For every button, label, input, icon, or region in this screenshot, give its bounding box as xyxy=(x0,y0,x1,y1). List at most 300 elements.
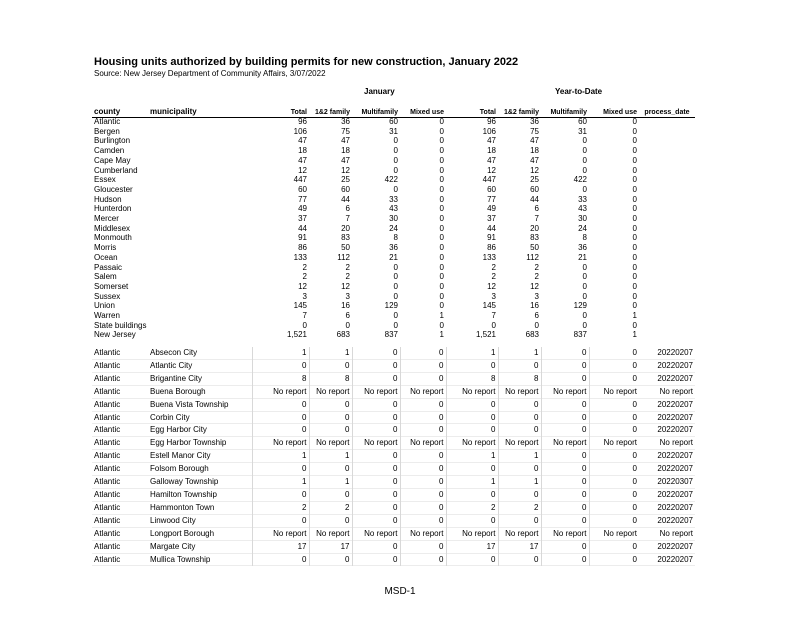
value-cell: 0 xyxy=(541,540,589,553)
col-ytd-mixed: Mixed use xyxy=(603,109,637,116)
value-cell: 0 xyxy=(439,175,444,185)
value-cell: 0 xyxy=(400,398,446,411)
value-cell: 0 xyxy=(439,272,444,282)
value-cell: 0 xyxy=(400,553,446,566)
value-cell: 0 xyxy=(400,488,446,501)
value-cell: 1 xyxy=(309,347,352,359)
value-cell: 0 xyxy=(498,359,541,372)
county-name-cell: State buildings xyxy=(94,320,147,330)
value-cell: 2 xyxy=(534,272,539,282)
col-process-date: process_date xyxy=(644,109,690,116)
value-cell: 0 xyxy=(589,450,639,463)
value-cell: No report xyxy=(352,385,400,398)
value-cell: 0 xyxy=(439,233,444,243)
county-cell: Atlantic xyxy=(94,554,121,564)
value-cell: 30 xyxy=(578,214,587,224)
value-cell: 21 xyxy=(578,252,587,262)
value-cell: No report xyxy=(541,385,589,398)
value-cell: 0 xyxy=(252,359,309,372)
county-row xyxy=(92,136,639,146)
value-cell: 0 xyxy=(439,301,444,311)
value-cell: 0 xyxy=(446,359,498,372)
process-date-cell: No report xyxy=(659,438,693,448)
value-cell: 0 xyxy=(400,372,446,385)
value-cell: 24 xyxy=(578,223,587,233)
value-cell: 0 xyxy=(352,411,400,424)
value-cell: 0 xyxy=(632,155,637,165)
value-cell: 44 xyxy=(487,223,496,233)
value-cell: 8 xyxy=(498,372,541,385)
value-cell: 0 xyxy=(446,463,498,476)
value-cell: 0 xyxy=(541,476,589,489)
process-date-cell: 20220207 xyxy=(657,489,693,499)
value-cell: 422 xyxy=(573,175,587,185)
municipality-row xyxy=(92,411,695,424)
value-cell: 0 xyxy=(632,320,637,330)
value-cell: 25 xyxy=(530,175,539,185)
value-cell: 0 xyxy=(400,359,446,372)
value-cell: No report xyxy=(352,527,400,540)
value-cell: 129 xyxy=(384,301,398,311)
value-cell: 91 xyxy=(298,233,307,243)
value-cell: 0 xyxy=(439,291,444,301)
value-cell: 0 xyxy=(589,553,639,566)
value-cell: 30 xyxy=(389,214,398,224)
value-cell: 0 xyxy=(439,165,444,175)
value-cell: No report xyxy=(400,527,446,540)
value-cell: 1 xyxy=(446,450,498,463)
county-name-cell: Camden xyxy=(94,146,125,156)
process-date-cell: 20220207 xyxy=(657,541,693,551)
value-cell: 0 xyxy=(632,223,637,233)
value-cell: 83 xyxy=(530,233,539,243)
value-cell: 0 xyxy=(582,155,587,165)
value-cell: 8 xyxy=(582,233,587,243)
value-cell: 44 xyxy=(341,194,350,204)
value-cell: 43 xyxy=(389,204,398,214)
value-cell: 0 xyxy=(439,194,444,204)
process-date-cell: 20220207 xyxy=(657,425,693,435)
value-cell: No report xyxy=(352,437,400,450)
value-cell: 0 xyxy=(400,514,446,527)
value-cell: 0 xyxy=(541,553,589,566)
value-cell: 0 xyxy=(589,372,639,385)
value-cell: 86 xyxy=(487,243,496,253)
value-cell: 12 xyxy=(298,281,307,291)
value-cell: 44 xyxy=(530,194,539,204)
municipality-cell: Egg Harbor City xyxy=(150,425,207,435)
value-cell: 0 xyxy=(393,136,398,146)
value-cell: 86 xyxy=(298,243,307,253)
value-cell: 6 xyxy=(534,311,539,321)
municipality-cell: Absecon City xyxy=(150,348,198,357)
process-date-cell: 20220207 xyxy=(657,412,693,422)
value-cell: 837 xyxy=(384,330,398,340)
value-cell: 0 xyxy=(439,146,444,156)
value-cell: 1,521 xyxy=(475,330,496,340)
value-cell: 0 xyxy=(439,117,444,126)
value-cell: 20 xyxy=(530,223,539,233)
county-cell: Atlantic xyxy=(94,373,121,383)
value-cell: 0 xyxy=(446,553,498,566)
value-cell: 0 xyxy=(252,553,309,566)
value-cell: 0 xyxy=(393,291,398,301)
value-cell: 50 xyxy=(530,243,539,253)
value-cell: No report xyxy=(446,437,498,450)
value-cell: 0 xyxy=(632,291,637,301)
county-name-cell: New Jersey xyxy=(94,330,136,340)
value-cell: 0 xyxy=(309,424,352,437)
value-cell: 6 xyxy=(345,311,350,321)
municipality-cell: Longport Borough xyxy=(150,528,215,538)
value-cell: 133 xyxy=(293,252,307,262)
value-cell: 0 xyxy=(393,311,398,321)
municipality-cell: Brigantine City xyxy=(150,373,203,383)
value-cell: 7 xyxy=(302,311,307,321)
county-name-cell: Hudson xyxy=(94,194,122,204)
process-date-cell: 20220207 xyxy=(657,515,693,525)
county-name-cell: Sussex xyxy=(94,291,121,301)
value-cell: 447 xyxy=(482,175,496,185)
value-cell: 0 xyxy=(541,359,589,372)
value-cell: 0 xyxy=(582,311,587,321)
county-row xyxy=(92,146,639,156)
value-cell: 0 xyxy=(309,411,352,424)
value-cell: 0 xyxy=(400,501,446,514)
county-summary-table xyxy=(92,117,639,340)
value-cell: 0 xyxy=(446,424,498,437)
county-cell: Atlantic xyxy=(94,399,121,409)
value-cell: 2 xyxy=(309,501,352,514)
value-cell: 145 xyxy=(293,301,307,311)
value-cell: 145 xyxy=(482,301,496,311)
municipality-cell: Buena Vista Township xyxy=(150,399,229,409)
value-cell: 16 xyxy=(341,301,350,311)
value-cell: 1 xyxy=(309,476,352,489)
value-cell: 1 xyxy=(439,330,444,340)
value-cell: No report xyxy=(252,385,309,398)
municipality-cell: Buena Borough xyxy=(150,386,206,396)
value-cell: 0 xyxy=(632,117,637,126)
value-cell: 1 xyxy=(252,347,309,359)
value-cell: 3 xyxy=(491,291,496,301)
value-cell: 0 xyxy=(632,243,637,253)
value-cell: 0 xyxy=(393,320,398,330)
municipality-cell: Folsom Borough xyxy=(150,464,209,474)
value-cell: 0 xyxy=(393,184,398,194)
county-name-cell: Cape May xyxy=(94,155,131,165)
value-cell: 0 xyxy=(534,320,539,330)
county-name-cell: Monmouth xyxy=(94,233,132,243)
county-row xyxy=(92,233,639,243)
county-name-cell: Burlington xyxy=(94,136,131,146)
county-row xyxy=(92,253,639,263)
value-cell: 2 xyxy=(345,262,350,272)
value-cell: 83 xyxy=(341,233,350,243)
value-cell: 36 xyxy=(389,243,398,253)
col-jan-total: Total xyxy=(290,109,307,116)
value-cell: 0 xyxy=(352,359,400,372)
value-cell: 16 xyxy=(530,301,539,311)
county-row xyxy=(92,204,639,214)
value-cell: 0 xyxy=(393,272,398,282)
value-cell: 77 xyxy=(487,194,496,204)
value-cell: 0 xyxy=(541,424,589,437)
county-row xyxy=(92,301,639,311)
value-cell: 0 xyxy=(589,476,639,489)
value-cell: 0 xyxy=(400,424,446,437)
value-cell: 0 xyxy=(541,501,589,514)
value-cell: 6 xyxy=(345,204,350,214)
value-cell: 18 xyxy=(530,146,539,156)
value-cell: 47 xyxy=(341,155,350,165)
county-name-cell: Hunterdon xyxy=(94,204,132,214)
value-cell: 0 xyxy=(252,514,309,527)
value-cell: 0 xyxy=(439,204,444,214)
county-row xyxy=(92,282,639,292)
value-cell: 0 xyxy=(446,398,498,411)
value-cell: 3 xyxy=(534,291,539,301)
value-cell: 12 xyxy=(530,165,539,175)
value-cell: 8 xyxy=(446,372,498,385)
value-cell: 49 xyxy=(487,204,496,214)
municipality-row xyxy=(92,372,695,385)
value-cell: 18 xyxy=(487,146,496,156)
report-source: Source: New Jersey Department of Community Affairs, 3/07/2022 xyxy=(94,69,326,78)
municipality-row xyxy=(92,450,695,463)
col-municipality: municipality xyxy=(150,107,197,116)
value-cell: 33 xyxy=(578,194,587,204)
value-cell: 0 xyxy=(400,463,446,476)
value-cell: 0 xyxy=(498,553,541,566)
value-cell: No report xyxy=(498,385,541,398)
value-cell: 1 xyxy=(446,347,498,359)
county-cell: Atlantic xyxy=(94,386,121,396)
value-cell: 1 xyxy=(439,311,444,321)
value-cell: 60 xyxy=(487,184,496,194)
value-cell: 0 xyxy=(309,553,352,566)
municipality-cell: Egg Harbor Township xyxy=(150,438,227,448)
county-cell: Atlantic xyxy=(94,438,121,448)
county-row xyxy=(92,117,639,127)
value-cell: 0 xyxy=(439,243,444,253)
county-row xyxy=(92,292,639,302)
value-cell: 75 xyxy=(530,126,539,136)
municipality-cell: Estell Manor City xyxy=(150,451,211,461)
value-cell: 0 xyxy=(309,463,352,476)
value-cell: 1 xyxy=(309,450,352,463)
value-cell: 0 xyxy=(439,184,444,194)
municipality-row xyxy=(92,359,695,372)
value-cell: 36 xyxy=(578,243,587,253)
value-cell: 1 xyxy=(632,311,637,321)
value-cell: No report xyxy=(589,527,639,540)
col-county: county xyxy=(94,107,121,116)
value-cell: 36 xyxy=(530,117,539,126)
value-cell: 0 xyxy=(400,347,446,359)
value-cell: 0 xyxy=(439,262,444,272)
value-cell: 0 xyxy=(582,272,587,282)
value-cell: 0 xyxy=(632,165,637,175)
municipality-row xyxy=(92,385,695,398)
municipality-row xyxy=(92,488,695,501)
value-cell: 47 xyxy=(530,155,539,165)
value-cell: 43 xyxy=(578,204,587,214)
county-cell: Atlantic xyxy=(94,451,121,461)
county-name-cell: Union xyxy=(94,301,115,311)
value-cell: 12 xyxy=(341,281,350,291)
value-cell: 7 xyxy=(345,214,350,224)
county-name-cell: Passaic xyxy=(94,262,123,272)
process-date-cell: 20220207 xyxy=(657,399,693,409)
value-cell: 0 xyxy=(439,214,444,224)
value-cell: 0 xyxy=(352,476,400,489)
value-cell: 0 xyxy=(582,320,587,330)
value-cell: 0 xyxy=(352,488,400,501)
municipality-cell: Atlantic City xyxy=(150,360,193,370)
county-name-cell: Essex xyxy=(94,175,116,185)
value-cell: 0 xyxy=(309,488,352,501)
county-cell: Atlantic xyxy=(94,425,121,435)
value-cell: 0 xyxy=(541,372,589,385)
value-cell: 0 xyxy=(582,136,587,146)
value-cell: 0 xyxy=(632,126,637,136)
value-cell: 0 xyxy=(632,272,637,282)
value-cell: No report xyxy=(498,527,541,540)
value-cell: 2 xyxy=(498,501,541,514)
value-cell: 0 xyxy=(632,214,637,224)
value-cell: 2 xyxy=(252,501,309,514)
county-cell: Atlantic xyxy=(94,515,121,525)
county-name-cell: Bergen xyxy=(94,126,120,136)
value-cell: 837 xyxy=(573,330,587,340)
county-row xyxy=(92,224,639,234)
county-row xyxy=(92,156,639,166)
value-cell: 12 xyxy=(530,281,539,291)
column-header-row xyxy=(92,104,695,118)
process-date-cell: 20220207 xyxy=(657,502,693,512)
value-cell: 33 xyxy=(389,194,398,204)
county-cell: Atlantic xyxy=(94,489,121,499)
value-cell: 112 xyxy=(337,252,350,262)
value-cell: 0 xyxy=(632,281,637,291)
value-cell: 2 xyxy=(534,262,539,272)
value-cell: No report xyxy=(589,437,639,450)
value-cell: 0 xyxy=(302,320,307,330)
value-cell: 47 xyxy=(530,136,539,146)
value-cell: 0 xyxy=(541,514,589,527)
value-cell: No report xyxy=(400,437,446,450)
county-row xyxy=(92,166,639,176)
value-cell: 0 xyxy=(252,488,309,501)
value-cell: 24 xyxy=(389,223,398,233)
county-row xyxy=(92,321,639,331)
value-cell: 0 xyxy=(582,165,587,175)
value-cell: 0 xyxy=(541,450,589,463)
county-row xyxy=(92,195,639,205)
process-date-cell: No report xyxy=(659,386,693,396)
value-cell: No report xyxy=(309,437,352,450)
col-ytd-total: Total xyxy=(479,109,496,116)
value-cell: No report xyxy=(446,385,498,398)
municipality-row xyxy=(92,398,695,411)
municipality-cell: Galloway Township xyxy=(150,477,219,487)
value-cell: 0 xyxy=(439,281,444,291)
value-cell: No report xyxy=(446,527,498,540)
value-cell: 0 xyxy=(589,359,639,372)
value-cell: 0 xyxy=(352,514,400,527)
value-cell: 0 xyxy=(498,514,541,527)
value-cell: 47 xyxy=(298,155,307,165)
value-cell: 17 xyxy=(309,540,352,553)
value-cell: 133 xyxy=(482,252,496,262)
value-cell: No report xyxy=(252,437,309,450)
value-cell: 0 xyxy=(352,450,400,463)
value-cell: 0 xyxy=(491,320,496,330)
value-cell: 0 xyxy=(632,146,637,156)
value-cell: 77 xyxy=(298,194,307,204)
value-cell: 683 xyxy=(525,330,539,340)
value-cell: 422 xyxy=(384,175,398,185)
municipality-row xyxy=(92,347,695,359)
value-cell: No report xyxy=(309,527,352,540)
value-cell: 0 xyxy=(541,398,589,411)
value-cell: 25 xyxy=(341,175,350,185)
value-cell: 0 xyxy=(632,184,637,194)
process-date-cell: 20220207 xyxy=(657,554,693,564)
county-name-cell: Morris xyxy=(94,243,117,253)
process-date-cell: 20220207 xyxy=(657,373,693,383)
value-cell: 0 xyxy=(582,281,587,291)
municipality-row xyxy=(92,437,695,450)
value-cell: 0 xyxy=(352,501,400,514)
value-cell: 0 xyxy=(589,424,639,437)
value-cell: 31 xyxy=(389,126,398,136)
value-cell: 0 xyxy=(632,136,637,146)
value-cell: 112 xyxy=(526,252,539,262)
value-cell: 0 xyxy=(498,424,541,437)
value-cell: No report xyxy=(400,385,446,398)
municipality-cell: Corbin City xyxy=(150,412,190,422)
value-cell: 60 xyxy=(578,117,587,126)
municipality-cell: Hamilton Township xyxy=(150,489,217,499)
county-name-cell: Somerset xyxy=(94,281,129,291)
county-row xyxy=(92,175,639,185)
municipality-row xyxy=(92,463,695,476)
value-cell: 0 xyxy=(632,233,637,243)
value-cell: 12 xyxy=(487,281,496,291)
municipality-cell: Hammonton Town xyxy=(150,502,215,512)
value-cell: 0 xyxy=(439,252,444,262)
value-cell: 0 xyxy=(498,398,541,411)
county-cell: Atlantic xyxy=(94,464,121,474)
value-cell: No report xyxy=(541,527,589,540)
value-cell: 0 xyxy=(632,252,637,262)
value-cell: 31 xyxy=(578,126,587,136)
value-cell: 91 xyxy=(487,233,496,243)
process-date-cell: 20220207 xyxy=(657,360,693,370)
value-cell: No report xyxy=(252,527,309,540)
value-cell: 0 xyxy=(439,126,444,136)
value-cell: 20 xyxy=(341,223,350,233)
value-cell: 0 xyxy=(589,540,639,553)
value-cell: 0 xyxy=(345,320,350,330)
value-cell: 1 xyxy=(498,347,541,359)
value-cell: 683 xyxy=(336,330,350,340)
value-cell: 8 xyxy=(252,372,309,385)
value-cell: 12 xyxy=(298,165,307,175)
value-cell: 50 xyxy=(341,243,350,253)
